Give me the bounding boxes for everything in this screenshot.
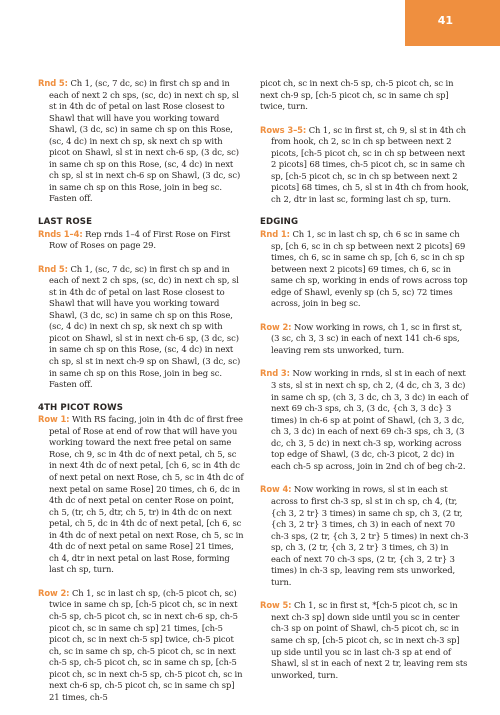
instruction-text: Now working in rows, ch 1, sc in first st, (3 sc, ch 3, 3 sc) in each of next 141 ch-6 sps, leaving rem sts unworked, turn.: [271, 321, 463, 355]
row-label: Rnd 1:: [260, 229, 290, 240]
page-number: 41: [437, 14, 453, 27]
instruction-paragraph: [260, 484, 470, 588]
row-label: Rnd 5:: [38, 263, 68, 274]
instruction-paragraph: [38, 264, 245, 391]
instruction-text: Ch 1, sc in last ch sp, ch 6 sc in same ch sp, [ch 6, sc in ch sp between next 2 picots] 69 times, ch 6, sc in same ch sp, [ch 6, sc in ch sp between next 2 picots] 69 times, ch 6, sc in same ch sp, working in ends of rows across top edge of Shawl, evenly sp (ch 5, sc) 72 times across, join in beg sc.: [271, 229, 468, 309]
instruction-paragraph: [260, 229, 470, 310]
row-label: Row 2:: [260, 321, 292, 332]
row-label: Rnd 5:: [38, 78, 68, 88]
row-label: Rnds 1–4:: [38, 228, 83, 239]
section-heading-4th-picot-rows: 4TH PICOT ROWS: [38, 402, 123, 413]
instruction-text: With RS facing, join in 4th dc of first free petal of Rose at end of row that will have you working toward the next free petal on same Rose, ch 9, sc in 4th dc of next petal, ch 5, sc in next 4th dc of next petal, [ch 6, sc in 4th dc of next petal on next Rose, ch 5, sc in 4th dc of next petal on same Rose] 20 times, ch 6, dc in 4th dc of next petal on center Rose on point, ch 5, (tr, ch 5, dtr, ch 5, tr) in 4th dc on next petal, ch 5, dc in 4th dc of next petal, [ch 6, sc in 4th dc of next petal on next Rose, ch 5, sc in 4th dc of next petal on same Rose] 21 times, ch 4, dtr in next petal on last Rose, forming last ch sp, turn.: [49, 414, 244, 575]
instruction-paragraph: [38, 78, 245, 205]
row-label: Rnd 3:: [260, 368, 290, 379]
instruction-paragraph: [260, 125, 470, 206]
instruction-paragraph: [260, 322, 470, 357]
instruction-text: Now working in rows, sl st in each st across to first ch-3 sp, sl st in ch sp, ch 4, (tr, {ch 3, 2 tr} 3 times) in same ch sp, ch 3, (2 tr, {ch 3, 2 tr} 3 times, ch 3) in each of next 70 ch-3 sps, (2 tr, {ch 3, 2 tr} 5 times) in next ch-3 sp, ch 3, (2 tr, {ch 3, 2 tr} 3 times, ch 3) in each of next 70 ch-3 sps, (2 tr, {ch 3, 2 tr} 3 times) in ch-3 sp, leaving rem sts unworked, turn.: [271, 484, 469, 587]
row-label: Rows 3–5:: [260, 124, 307, 135]
page-number-tab: [405, 0, 500, 46]
row-label: Row 5:: [260, 600, 292, 611]
row-label: Row 1:: [38, 414, 70, 425]
row-label: Row 4:: [260, 484, 292, 495]
section-heading-edging: EDGING: [260, 217, 299, 228]
right-column: [260, 78, 470, 693]
instruction-paragraph: [260, 600, 470, 681]
left-column: [38, 78, 245, 715]
instruction-text: Ch 1, (sc, 7 dc, sc) in first ch sp and in each of next 2 ch sps, (sc, dc) in next ch sp, sl st in 4th dc of petal on last Rose closest to Shawl that will have you working toward Shawl, (3 dc, sc) in same ch sp on this Rose, (sc, 4 dc) in next ch sp, sk next ch sp with picot on Shawl, sl st in next ch-6 sp, (3 dc, sc) in same ch sp on this Rose, (sc, 4 dc) in next ch sp, sl st in next ch-6 sp on Shawl, (3 dc, sc) in same ch sp on this Rose, join in beg sc. Fasten off.: [49, 78, 241, 204]
instruction-paragraph: [38, 229, 245, 252]
instruction-paragraph: [260, 78, 470, 113]
instruction-text: Ch 1, sc in first st, *[ch-5 picot ch, sc in next ch-3 sp] down side until you sc in center ch-3 sp on point of Shawl, ch-5 picot ch, sc in same ch sp, [ch-5 picot ch, sc in next ch-3 sp] up side until you sc in last ch-3 sp at end of Shawl, sl st in each of next 2 tr, leaving rem sts unworked, turn.: [271, 600, 468, 680]
row-label: Row 2:: [38, 587, 70, 598]
instruction-text: Ch 1, sc in last ch sp, (ch-5 picot ch, sc) twice in same ch sp, [ch-5 picot ch, sc in next ch-5 sp, ch-5 picot ch, sc in next ch-6 sp, ch-5 picot ch, sc in same ch sp] 21 times, [ch-5 picot ch, sc in next ch-5 sp] twice, ch-5 picot ch, sc in same ch sp, ch-5 picot ch, sc in next ch-5 sp, ch-5 picot ch, sc in same ch sp, [ch-5 picot ch, sc in next ch-5 sp, ch-5 picot ch, sc in next ch-6 sp, ch-5 picot ch, sc in same ch sp] 21 times, ch-5: [49, 587, 243, 702]
instruction-text: picot ch, sc in next ch-5 sp, ch-5 picot ch, sc in next ch-9 sp, [ch-5 picot ch, sc in same ch sp] twice, turn.: [260, 78, 454, 112]
instruction-paragraph: [38, 588, 245, 703]
instruction-paragraph: [260, 368, 470, 472]
instruction-paragraph: [38, 414, 245, 576]
section-heading-last-rose: LAST ROSE: [38, 217, 93, 228]
instruction-text: Ch 1, sc in first st, ch 9, sl st in 4th ch from hook, ch 2, sc in ch sp between next 2 picots, [ch-5 picot ch, sc in ch sp between next 2 picots] 68 times, ch-5 picot ch, sc in same ch sp, [ch-5 picot ch, sc in ch sp between next 2 picots] 68 times, ch 5, sl st in 4th ch from hook, ch 2, dtr in last sc, forming last ch sp, turn.: [271, 124, 469, 204]
instruction-text: Now working in rnds, sl st in each of next 3 sts, sl st in next ch sp, ch 2, (4 dc, ch 3, 3 dc) in same ch sp, (ch 3, 3 dc, ch 3, 3 dc) in each of next 69 ch-3 sps, ch 3, (3 dc, {ch 3, 3 dc} 3 times) in ch-6 sp at point of Shawl, (ch 3, 3 dc, ch 3, 3 dc) in each of next 69 ch-3 sps, ch 3, (3 dc, ch 3, 5 dc) in next ch-3 sp, working across top edge of Shawl, (3 dc, ch-3 picot, 2 dc) in each ch-5 sp across, join in 2nd ch of beg ch-2.: [271, 368, 469, 471]
instruction-text: Ch 1, (sc, 7 dc, sc) in first ch sp and in each of next 2 ch sps, (sc, dc) in next ch sp, sl st in 4th dc of petal on last Rose closest to Shawl that will have you working toward Shawl, (3 dc, sc) in same ch sp on this Rose, (sc, 4 dc) in next ch sp, sk next ch sp with picot on Shawl, sl st in next ch-6 sp, (3 dc, sc) in same ch sp on this Rose, (sc, 4 dc) in next ch sp, sl st in next ch-9 sp on Shawl, (3 dc, sc) in same ch sp on this Rose, join in beg sc. Fasten off.: [49, 263, 241, 390]
instruction-text: Rep rnds 1–4 of First Rose on First Row of Roses on page 29.: [49, 228, 231, 251]
